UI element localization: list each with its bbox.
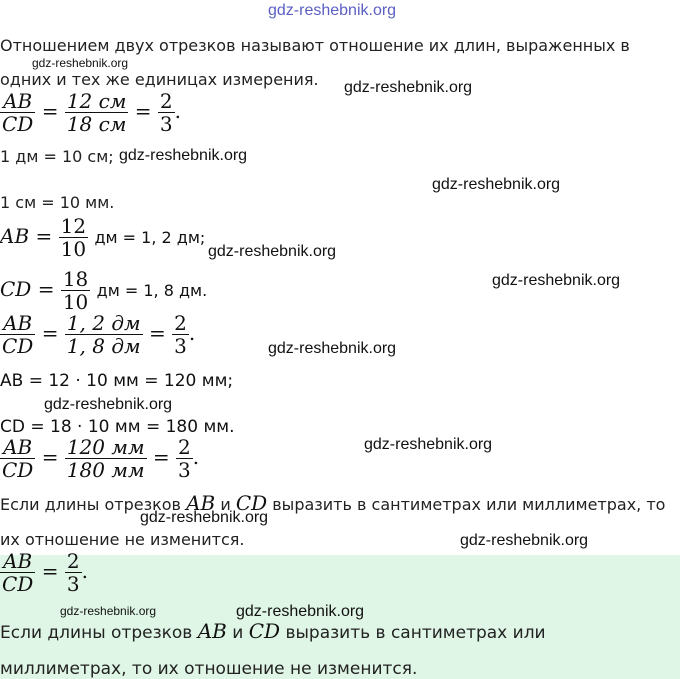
segment-cd: CD: [235, 491, 268, 515]
answer-text: выразить в сантиметрах или: [285, 623, 546, 643]
watermark: gdz-reshebnik.org: [140, 509, 269, 526]
conversion-cm-mm: 1 см = 10 мм.: [0, 193, 115, 212]
answer-line-2: миллиметрах, то их отношение не изменится.: [0, 659, 418, 679]
ab-dm-result: дм = 1, 2 дм;: [94, 228, 206, 247]
watermark: gdz-reshebnik.org: [60, 604, 157, 618]
watermark: gdz-reshebnik.org: [236, 603, 365, 620]
fraction-numerator: 2: [66, 550, 80, 573]
watermark: gdz-reshebnik.org: [32, 56, 129, 70]
equation-cd-dm: [0, 268, 207, 314]
watermark: gdz-reshebnik.org: [432, 176, 561, 193]
watermark: gdz-reshebnik.org: [268, 340, 397, 357]
fraction-numerator: 12: [60, 214, 87, 238]
ab-lhs: AB =: [0, 224, 53, 248]
fraction-denominator: 1, 8 дм: [66, 334, 141, 358]
fraction-denominator: 10: [62, 290, 89, 314]
period: .: [81, 559, 88, 583]
equals-sign: =: [152, 445, 170, 469]
ab-mm-text: AB = 12 · 10 мм = 120 мм;: [0, 371, 234, 391]
segment-ab: AB: [186, 491, 216, 515]
period: .: [188, 321, 196, 345]
segment-cd: CD: [248, 619, 281, 643]
fraction-numerator: 2: [178, 436, 191, 459]
watermark: gdz-reshebnik.org: [460, 532, 589, 549]
equation-ratio-cm: [0, 90, 181, 138]
fraction-denominator: CD: [2, 334, 34, 358]
fraction-denominator: 3: [178, 458, 191, 482]
equation-cd-mm: [0, 413, 235, 437]
conclusion-line-2: их отношение не изменится.: [0, 530, 245, 549]
answer-text: Если длины отрезков: [0, 623, 193, 643]
fraction-numerator: 2: [159, 90, 173, 113]
conjunction: и: [220, 495, 231, 514]
fraction-denominator: 3: [174, 334, 187, 358]
intro-line-2: одних и тех же единицах измерения.: [0, 70, 319, 89]
watermark: gdz-reshebnik.org: [364, 436, 493, 453]
fraction-numerator: 2: [174, 311, 187, 335]
equals-sign: =: [41, 321, 59, 345]
equation-ratio-mm: [0, 436, 199, 484]
intro-line-1: Отношением двух отрезков называют отношение их длин, выраженных в: [0, 36, 630, 55]
fraction-denominator: 18 см: [66, 112, 127, 136]
period: .: [174, 99, 181, 123]
fraction-numerator: 18: [62, 268, 89, 291]
fraction-denominator: CD: [2, 458, 34, 482]
watermark: gdz-reshebnik.org: [119, 147, 248, 164]
fraction-numerator: 120 мм: [66, 436, 145, 459]
equation-ab-dm: [0, 215, 205, 265]
watermark: gdz-reshebnik.org: [344, 79, 473, 96]
fraction-numerator: AB: [0, 90, 35, 113]
answer-line-1: [0, 621, 546, 643]
segment-ab: AB: [197, 619, 227, 643]
fraction-denominator: 3: [159, 112, 173, 136]
fraction-numerator: AB: [0, 312, 35, 335]
conclusion-line-1: [0, 493, 665, 515]
conclusion-text: выразить в сантиметрах или миллиметрах, то: [272, 495, 666, 514]
equals-sign: =: [41, 99, 59, 123]
equals-sign: =: [148, 321, 166, 345]
fraction-denominator: CD: [2, 112, 34, 136]
conjunction: и: [232, 623, 244, 643]
period: .: [192, 445, 200, 469]
watermark: gdz-reshebnik.org: [492, 272, 621, 289]
fraction-numerator: 12 см: [66, 90, 127, 113]
fraction-denominator: CD: [2, 572, 34, 596]
fraction-denominator: 3: [66, 572, 80, 596]
fraction-numerator: AB: [0, 436, 35, 459]
cd-mm-text: CD = 18 · 10 мм = 180 мм.: [0, 417, 235, 437]
equals-sign: =: [41, 445, 59, 469]
equals-sign: =: [41, 559, 59, 583]
watermark-top: gdz-reshebnik.org: [268, 2, 397, 19]
conclusion-text: Если длины отрезков: [0, 495, 181, 514]
watermark: gdz-reshebnik.org: [208, 243, 337, 260]
fraction-numerator: AB: [0, 550, 35, 573]
answer-equation: [0, 550, 88, 600]
conversion-dm-cm: 1 дм = 10 см;: [0, 147, 114, 166]
fraction-numerator: 1, 2 дм: [66, 311, 141, 335]
equation-ab-mm: [0, 367, 233, 391]
equals-sign: =: [134, 99, 152, 123]
cd-lhs: CD =: [0, 277, 55, 301]
fraction-denominator: 180 мм: [66, 458, 145, 482]
answer-box: [0, 550, 680, 679]
watermark: gdz-reshebnik.org: [44, 396, 173, 413]
equation-ratio-dm: [0, 312, 195, 362]
cd-dm-result: дм = 1, 8 дм.: [96, 281, 208, 300]
fraction-denominator: 10: [60, 237, 87, 261]
